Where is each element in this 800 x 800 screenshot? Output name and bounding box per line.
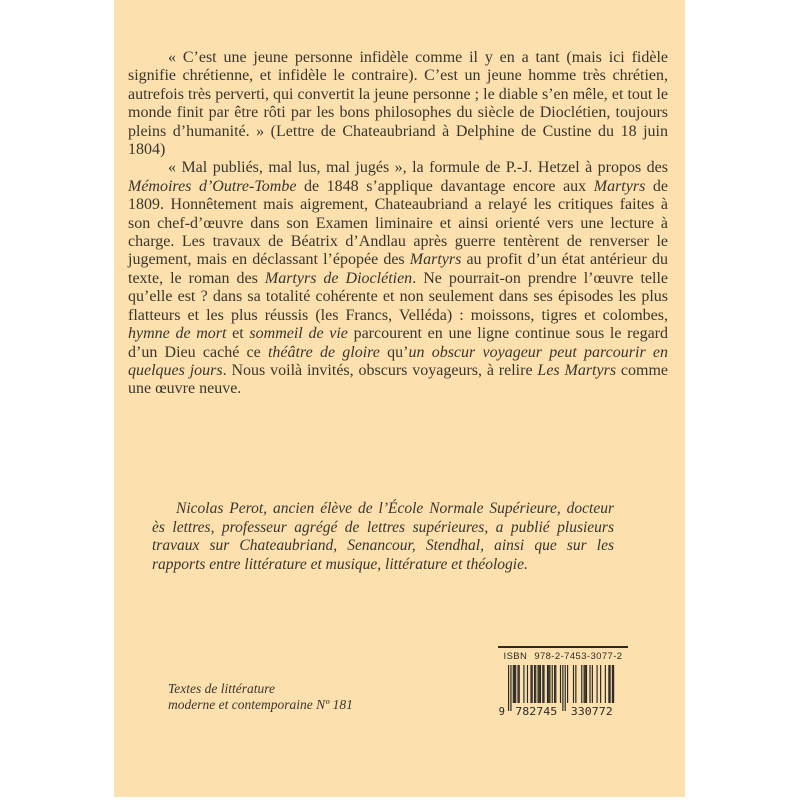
paragraph-chateaubriand-quote: « C’est une jeune personne infidèle comme il y en a tant (mais ici fidèle signifie chrétienne, et infidèle le contraire). C’est un jeune homme très chrétien, autrefois très perverti, qui convertit la jeune personne ; le diable s’en mêle, et tout le monde finit par être rôti par les bons philosophes du siècle de Dioclétien, toujours pleins d’humanité. » (Lettre de Chateaubriand à Delphine de Custine du 18 juin 1804) [128, 49, 668, 159]
series-line-1: Textes de littérature [168, 681, 275, 696]
ean13-barcode [493, 665, 625, 721]
collection-series [168, 681, 353, 712]
paragraph-editorial-commentary: « Mal publiés, mal lus, mal jugés », la formule de P.-J. Hetzel à propos des Mémoires d’Outre-Tombe de 1848 s’applique davantage encore aux Martyrs de 1809. Honnêtement mais aigrement, Chateaubriand a relayé les critiques faites à son chef-d’œuvre dans son Examen liminaire et ainsi orienté vers une lecture à charge. Les travaux de Béatrix d’Andlau après guerre tentèrent de renverser le jugement, mais en déclassant l’épopée des Martyrs au profit d’un état antérieur du texte, le roman des Martyrs de Dioclétien. Ne pourrait-on prendre l’œuvre telle qu’elle est ? dans sa totalité cohérente et non seulement dans ses épisodes les plus flatteurs et les plus réussis (les Francs, Velléda) : moissons, tigres et colombes, hymne de mort et sommeil de vie parcourent en une ligne continue sous le regard d’un Dieu caché ce théâtre de gloire qu’un obscur voyageur peut parcourir en quelques jours. Nous voilà invités, obscurs voyageurs, à relire Les Martyrs comme une œuvre neuve. [128, 159, 669, 398]
series-line-2: moderne et contemporaine Nº 181 [168, 696, 353, 712]
isbn-number: 978-2-7453-3077-2 [534, 651, 623, 662]
isbn-label: ISBN [503, 651, 528, 662]
author-bio [152, 500, 614, 574]
barcode-top-rule [498, 646, 628, 648]
author-bio-text: Nicolas Perot, ancien élève de l’École Normale Supérieure, docteur ès lettres, professeur agrégé de lettres supérieures, a publié plusieurs travaux sur Chateaubriand, Senancour, Stendhal, ainsi que sur les rapports entre littérature et musique, littérature et théologie. [152, 500, 614, 573]
book-back-cover [114, 0, 685, 797]
svg-text:782745: 782745 [515, 706, 558, 718]
barcode-block [490, 646, 636, 721]
svg-text:330772: 330772 [570, 706, 613, 718]
svg-text:9: 9 [498, 706, 505, 718]
back-cover-description [128, 49, 668, 399]
isbn-text [490, 651, 636, 662]
